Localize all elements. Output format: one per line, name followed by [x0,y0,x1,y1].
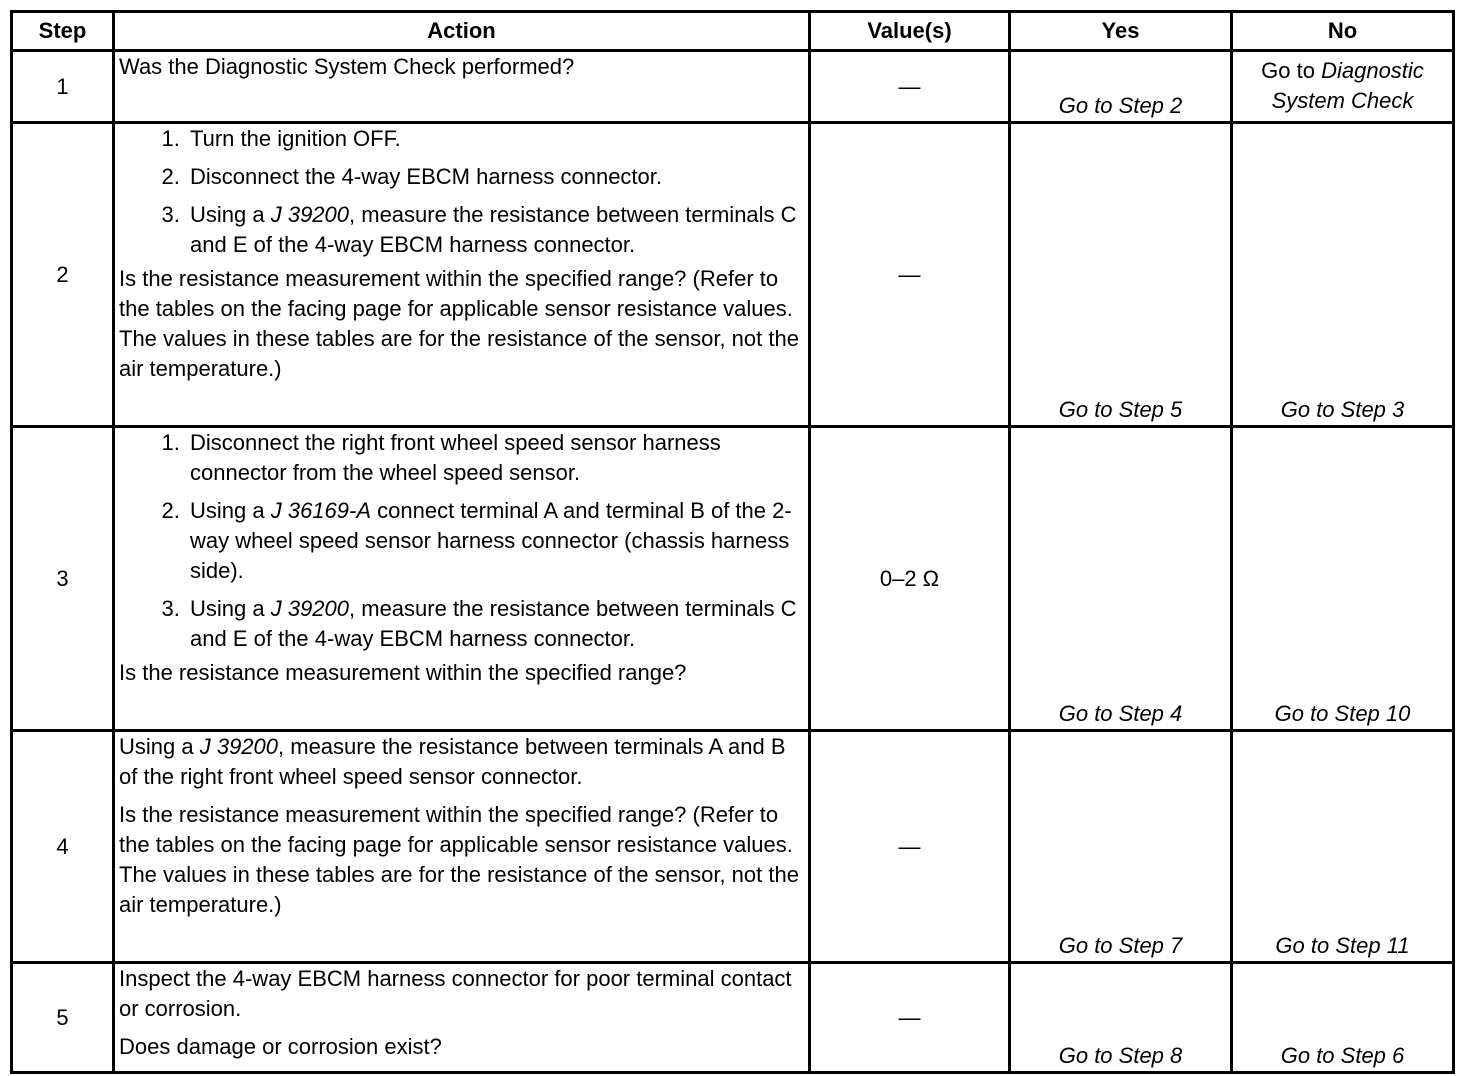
step-number: 1 [12,51,114,123]
action-cell [114,731,810,963]
diagnostic-system-check-link[interactable]: Diagnostic System Check [1271,58,1424,113]
substep-item: 1. Turn the ignition OFF. [186,124,804,154]
action-question: Is the resistance measurement within the specified range? (Refer to the tables on the facing page for applicable sensor resistance values. The values in these tables are for the resistance of the sensor, not the air temperature.) [119,802,799,917]
substep-item: 1. Disconnect the right front wheel speed sensor harness connector from the wheel speed sensor. [186,428,804,488]
no-link[interactable]: Go to Step 11 [1232,731,1454,963]
header-no: No [1232,12,1454,51]
substep-item: 2. Using a J 36169-A connect terminal A and terminal B of the 2-way wheel speed sensor harness connector (chassis harness side). [186,496,804,586]
no-cell[interactable] [1232,51,1454,123]
yes-link[interactable]: Go to Step 4 [1010,427,1232,731]
tool-reference: J 39200 [270,202,350,227]
no-link[interactable]: Go to Step 6 [1232,963,1454,1073]
yes-link[interactable]: Go to Step 2 [1010,51,1232,123]
diagnostic-table-sheet [10,10,1452,1074]
step-number: 2 [12,123,114,427]
header-yes: Yes [1010,12,1232,51]
value-cell: — [810,963,1010,1073]
yes-link[interactable]: Go to Step 7 [1010,731,1232,963]
action-text: Inspect the 4-way EBCM harness connector for poor terminal contact or corrosion. [119,966,792,1021]
substep-item: 3. Using a J 39200, measure the resistance between terminals C and E of the 4-way EBCM harness connector. [186,200,804,260]
action-question: Does damage or corrosion exist? [119,1034,442,1059]
value-cell: — [810,731,1010,963]
tool-reference: J 36169-A [270,498,372,523]
action-cell [114,123,810,427]
step-number: 4 [12,731,114,963]
action-cell [114,427,810,731]
step-number: 3 [12,427,114,731]
tool-reference: J 39200 [270,596,350,621]
table-row-step-4 [12,731,1454,963]
table-row-step-1 [12,51,1454,123]
header-action: Action [114,12,810,51]
table-header-row [12,12,1454,51]
table-row-step-2 [12,123,1454,427]
no-link[interactable]: Go to Step 10 [1232,427,1454,731]
substep-list [119,428,804,654]
value-cell: — [810,123,1010,427]
action-question: Was the Diagnostic System Check performed? [119,54,575,79]
action-cell [114,963,810,1073]
header-step: Step [12,12,114,51]
yes-link[interactable]: Go to Step 5 [1010,123,1232,427]
value-cell: — [810,51,1010,123]
header-values: Value(s) [810,12,1010,51]
value-cell: 0–2 Ω [810,427,1010,731]
tool-reference: J 39200 [199,734,279,759]
table-row-step-5 [12,963,1454,1073]
substep-list [119,124,804,260]
action-question: Is the resistance measurement within the specified range? [119,660,687,685]
table-row-step-3 [12,427,1454,731]
action-text: Using a J 39200, measure the resistance between terminals A and B of the right front wheel speed sensor connector. [119,734,786,789]
step-number: 5 [12,963,114,1073]
yes-link[interactable]: Go to Step 8 [1010,963,1232,1073]
substep-item: 3. Using a J 39200, measure the resistance between terminals C and E of the 4-way EBCM harness connector. [186,594,804,654]
action-question: Is the resistance measurement within the specified range? (Refer to the tables on the facing page for applicable sensor resistance values. The values in these tables are for the resistance of the sensor, not the air temperature.) [119,266,799,381]
action-cell [114,51,810,123]
no-link[interactable]: Go to Step 3 [1232,123,1454,427]
no-prefix: Go to [1261,58,1322,83]
diagnostic-table [10,10,1455,1074]
substep-item: 2. Disconnect the 4-way EBCM harness connector. [186,162,804,192]
